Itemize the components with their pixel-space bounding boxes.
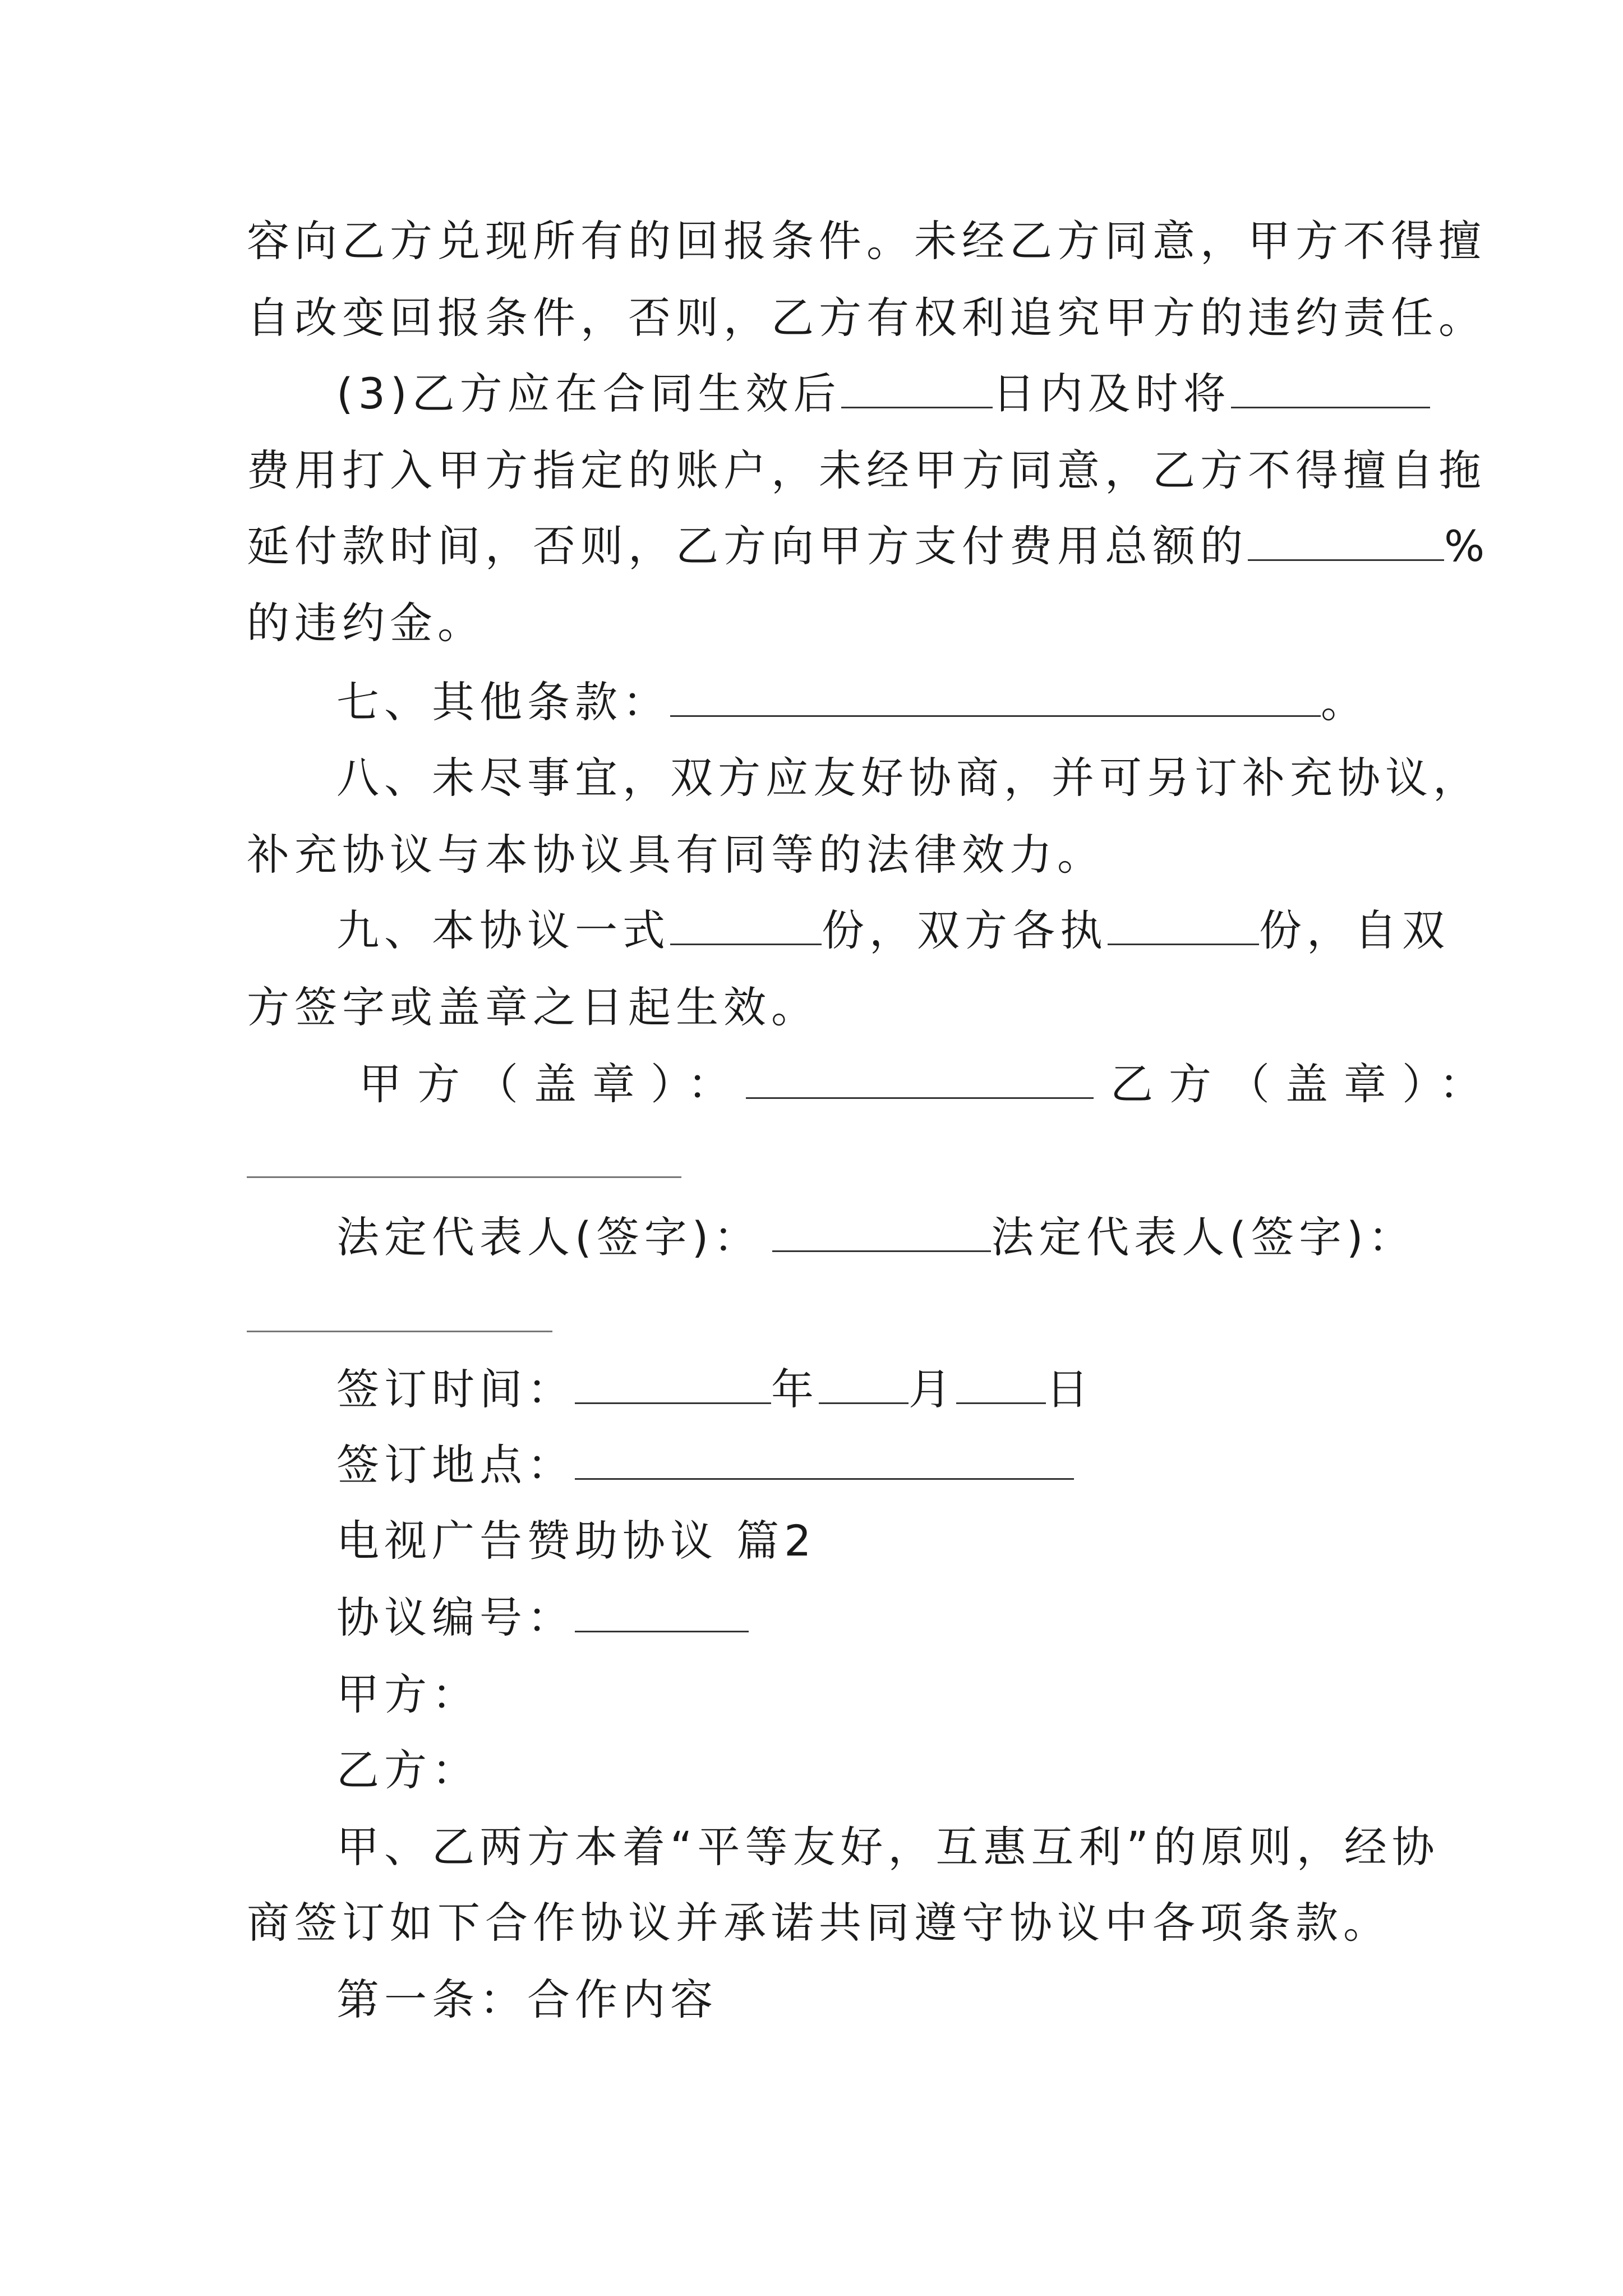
text: 日	[1046, 1364, 1094, 1414]
party-b-label: 乙方：	[336, 1745, 479, 1795]
section-heading	[336, 1513, 817, 1569]
clause-3-line	[336, 366, 1430, 422]
agreement-number-label: 协议编号：	[336, 1593, 575, 1642]
signature-line	[247, 1331, 552, 1332]
text: 九、本协议一式	[336, 905, 670, 955]
text: %	[1444, 521, 1490, 571]
fill-blank-agreement-number	[575, 1596, 749, 1632]
text: 补充协议与本协议具有同等的法律效力。	[247, 830, 1105, 880]
paragraph-line	[247, 518, 1490, 574]
intro-line	[336, 1819, 1440, 1875]
agreement-number-line	[336, 1590, 749, 1646]
text: 的违约金。	[247, 598, 485, 648]
text: 八、未尽事宜，双方应友好协商，并可另订补充协议，	[336, 753, 1481, 803]
fill-blank-days	[841, 372, 993, 408]
party-b-rep-label: 法定代表人(签字)：	[991, 1212, 1416, 1262]
text: 甲、乙两方本着“平等友好，互惠互利”的原则，经协	[336, 1822, 1440, 1872]
heading-text: 电视广告赞助协议 篇2	[336, 1516, 817, 1566]
fill-blank-amount	[1231, 372, 1430, 408]
fill-blank-party-a-rep	[772, 1216, 991, 1252]
text: 。	[1321, 677, 1368, 727]
fill-blank-copies-each	[1108, 909, 1259, 945]
paragraph-line	[247, 1895, 1391, 1951]
fill-blank-day	[956, 1368, 1046, 1404]
text: (3)乙方应在合同生效后	[336, 369, 841, 418]
fill-blank-year	[575, 1368, 771, 1404]
text: 年	[771, 1364, 819, 1414]
sign-time-label: 签订时间：	[336, 1364, 575, 1414]
party-a-seal-label: 甲方（盖章）：	[359, 1059, 746, 1109]
paragraph-line	[247, 827, 1105, 883]
article-heading	[336, 1972, 718, 2028]
text: 费用打入甲方指定的账户，未经甲方同意，乙方不得擅自拖	[247, 445, 1486, 495]
signature-line	[247, 1176, 681, 1178]
sign-time-line	[336, 1361, 1094, 1418]
paragraph-line	[247, 979, 819, 1036]
text: 份，自双	[1259, 905, 1450, 955]
fill-blank-party-a-seal	[746, 1062, 1094, 1099]
text: 日内及时将	[992, 369, 1231, 418]
clause-7-line	[336, 674, 1368, 730]
fill-blank-other-terms	[670, 680, 1321, 717]
representative-line	[336, 1209, 1416, 1266]
paragraph-line	[247, 443, 1486, 499]
fill-blank-place	[575, 1443, 1074, 1480]
text: 延付款时间，否则，乙方向甲方支付费用总额的	[247, 521, 1248, 571]
sign-place-line	[336, 1437, 1074, 1493]
party-a-line	[336, 1667, 479, 1723]
text: 月	[909, 1364, 956, 1414]
text: 自改变回报条件，否则，乙方有权利追究甲方的违约责任。	[247, 293, 1486, 343]
text: 商签订如下合作协议并承诺共同遵守协议中各项条款。	[247, 1898, 1391, 1948]
party-a-rep-label: 法定代表人(签字)：	[336, 1212, 762, 1262]
clause-9-line	[336, 903, 1450, 959]
clause-8-line	[336, 750, 1481, 806]
fill-blank-copies	[670, 909, 822, 945]
text: 容向乙方兑现所有的回报条件。未经乙方同意，甲方不得擅	[247, 216, 1486, 266]
party-b-line	[336, 1742, 479, 1798]
seal-line	[359, 1056, 1497, 1112]
party-a-label: 甲方：	[336, 1669, 479, 1719]
article-1-title: 第一条：合作内容	[336, 1975, 718, 2024]
text: 方签字或盖章之日起生效。	[247, 982, 819, 1032]
paragraph-line	[247, 213, 1486, 269]
text: 份，双方各执	[822, 905, 1108, 955]
text: 七、其他条款：	[336, 677, 670, 727]
paragraph-line	[247, 595, 485, 651]
fill-blank-month	[819, 1368, 909, 1404]
sign-place-label: 签订地点：	[336, 1440, 575, 1490]
party-b-seal-label: 乙方（盖章）：	[1110, 1059, 1497, 1109]
fill-blank-percent	[1248, 524, 1444, 561]
paragraph-line	[247, 290, 1486, 346]
